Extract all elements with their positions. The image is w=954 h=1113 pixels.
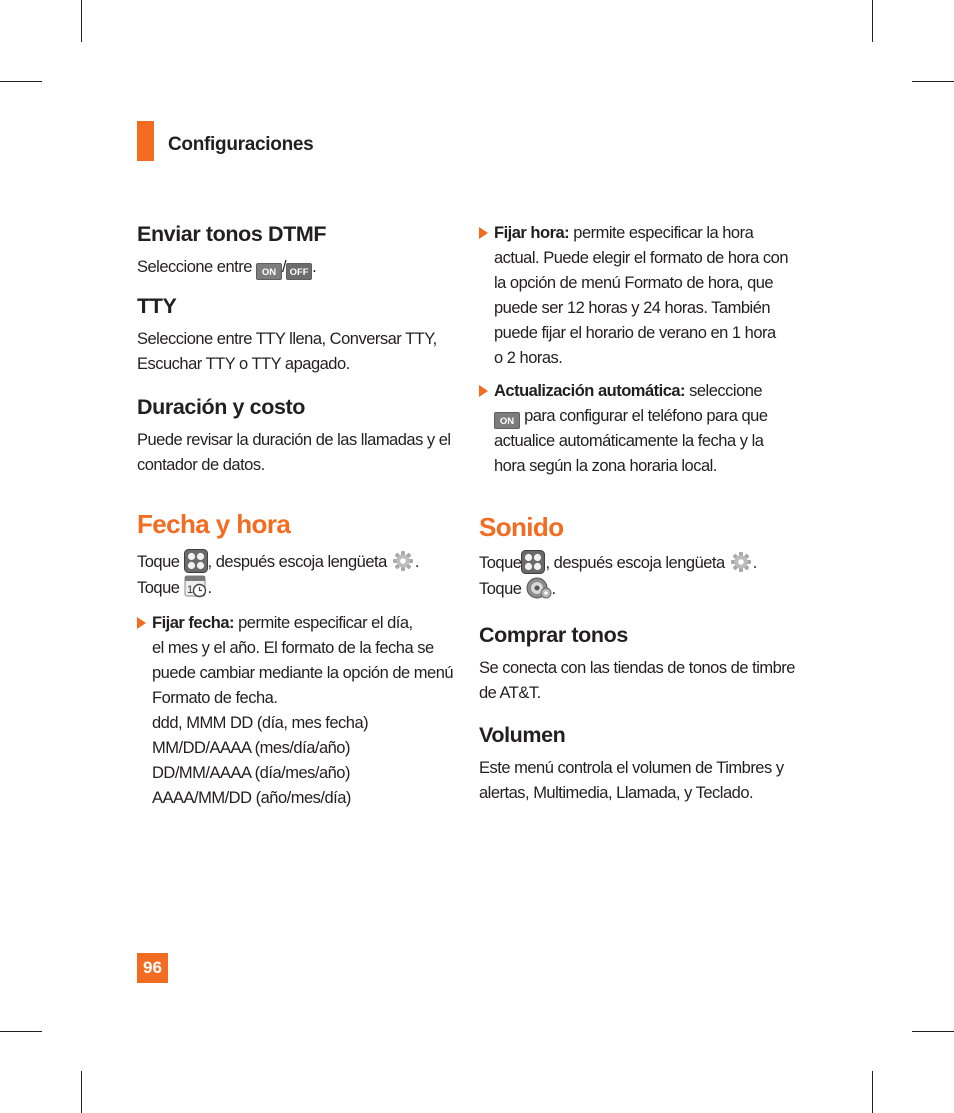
fecha-toque-line-2 (137, 575, 467, 601)
sonido-toque-1a: Toque (479, 554, 522, 572)
volumen-text (479, 756, 799, 806)
duracion-text (137, 428, 467, 478)
sonido-toque-1c: . (752, 554, 757, 572)
dtmf-text (137, 255, 467, 280)
heading-dtmf: Enviar tonos DTMF (137, 222, 327, 246)
date-format-3: DD/MM/AAAA (día/mes/año) (152, 764, 350, 782)
page-title: Configuraciones (168, 134, 314, 155)
header-accent-bar (137, 121, 154, 161)
fijar-fecha-text-1: permite especificar el día, (234, 614, 413, 632)
menu-grid-icon (184, 549, 208, 573)
auto-term: Actualización automática: (494, 382, 686, 400)
fijar-fecha-line-2: el mes y el año. El formato de la fecha se (152, 639, 434, 657)
sonido-toque-2a: Toque (479, 580, 526, 598)
crop-mark (0, 1031, 42, 1032)
fijar-hora-term: Fijar hora: (494, 224, 570, 242)
crop-mark (81, 0, 82, 42)
fecha-toque-line-1 (137, 549, 467, 575)
bullet-triangle-icon (137, 617, 146, 629)
menu-grid-icon (521, 550, 545, 574)
dtmf-text-after: . (312, 258, 317, 276)
date-format-4: AAAA/MM/DD (año/mes/día) (152, 789, 351, 807)
volumen-line-1: Este menú controla el volumen de Timbres y (479, 759, 784, 777)
sound-settings-icon (526, 576, 552, 600)
off-toggle-icon: OFF (286, 263, 312, 280)
crop-mark (0, 81, 42, 82)
fijar-hora-line-5: puede fijar el horario de verano en 1 hora (494, 324, 776, 342)
sonido-toque-1b: , después escoja lengüeta (545, 554, 729, 572)
fijar-hora-line-2: actual. Puede elegir el formato de hora con (494, 249, 789, 267)
fijar-hora-line-3: la opción de menú Formato de hora, que (494, 274, 774, 292)
comprar-line-1: Se conecta con las tiendas de tonos de timbre (479, 659, 795, 677)
comprar-text (479, 656, 799, 706)
auto-line-2 (494, 404, 799, 429)
auto-text-2: para configurar el teléfono para que (520, 407, 768, 425)
on-toggle-icon: ON (256, 263, 282, 280)
duracion-line-2: contador de datos. (137, 456, 265, 474)
heading-sonido: Sonido (479, 512, 564, 542)
fijar-fecha-line-3: puede cambiar mediante la opción de menú (152, 664, 454, 682)
fijar-hora-line-6: o 2 horas. (494, 349, 563, 367)
bullet-triangle-icon (479, 227, 488, 239)
fecha-toque-1b: , después escoja lengüeta (207, 553, 391, 571)
fecha-toque-2b: . (207, 579, 212, 597)
crop-mark (81, 1071, 82, 1113)
tty-text (137, 327, 467, 377)
fijar-fecha-term: Fijar fecha: (152, 614, 235, 632)
fijar-hora-line-1 (494, 221, 799, 246)
right-column (479, 221, 799, 806)
bullet-actualizacion (479, 379, 799, 479)
calendar-clock-icon (184, 575, 208, 599)
fijar-hora-text-1: permite especificar la hora (569, 224, 754, 242)
heading-duracion: Duración y costo (137, 395, 306, 419)
date-format-2: MM/DD/AAAA (mes/día/año) (152, 739, 350, 757)
on-toggle-icon: ON (494, 412, 520, 429)
heading-fecha-hora: Fecha y hora (137, 509, 291, 539)
page-number-box (137, 953, 168, 983)
bullet-triangle-icon (479, 385, 488, 397)
bullet-fijar-hora (479, 221, 799, 371)
fecha-toque-2a: Toque (137, 579, 184, 597)
heading-volumen: Volumen (479, 723, 566, 747)
dtmf-text-before: Seleccione entre (137, 258, 256, 276)
sonido-toque-2b: . (551, 580, 556, 598)
fecha-toque-1a: Toque (137, 553, 184, 571)
sonido-toque-line-2 (479, 576, 799, 602)
crop-mark (912, 81, 954, 82)
page-number: 96 (143, 958, 162, 977)
volumen-line-2: alertas, Multimedia, Llamada, y Teclado. (479, 784, 754, 802)
tty-line-2: Escuchar TTY o TTY apagado. (137, 355, 350, 373)
crop-mark (872, 1071, 873, 1113)
auto-line-3: actualice automáticamente la fecha y la (494, 432, 764, 450)
duracion-line-1: Puede revisar la duración de las llamadas y el (137, 431, 451, 449)
fecha-toque-1c: . (414, 553, 419, 571)
date-format-1: ddd, MMM DD (día, mes fecha) (152, 714, 369, 732)
bullet-fijar-fecha (137, 611, 467, 811)
sonido-toque-line-1 (479, 550, 799, 576)
comprar-line-2: de AT&T. (479, 684, 541, 702)
fijar-fecha-line-4: Formato de fecha. (152, 689, 278, 707)
settings-gear-icon (391, 549, 415, 573)
auto-text-1: seleccione (685, 382, 763, 400)
tty-line-1: Seleccione entre TTY llena, Conversar TTY, (137, 330, 437, 348)
fijar-fecha-line-1 (152, 611, 467, 636)
heading-comprar-tonos: Comprar tonos (479, 623, 628, 647)
heading-tty: TTY (137, 294, 177, 318)
fijar-hora-line-4: puede ser 12 horas y 24 horas. También (494, 299, 771, 317)
dtmf-separator: / (282, 258, 287, 276)
svg-text:1: 1 (186, 584, 193, 596)
left-column (137, 221, 467, 811)
crop-mark (912, 1031, 954, 1032)
crop-mark (872, 0, 873, 42)
auto-line-1 (494, 379, 799, 404)
auto-line-4: hora según la zona horaria local. (494, 457, 717, 475)
settings-gear-icon (729, 550, 753, 574)
